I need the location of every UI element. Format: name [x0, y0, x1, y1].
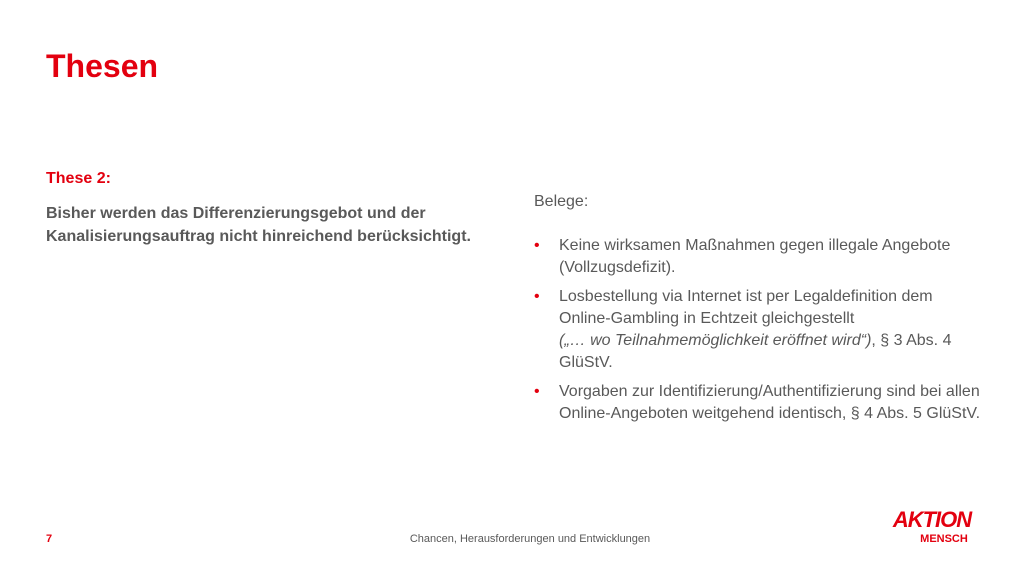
evidence-section: [534, 191, 984, 432]
evidence-item-text: Keine wirksamen Maßnahmen gegen illegale Angebote (Vollzugsdefizit).: [559, 237, 951, 276]
evidence-item: [534, 235, 984, 279]
evidence-list: [534, 235, 984, 425]
evidence-item: [534, 381, 984, 425]
bullet-icon: •: [534, 237, 540, 254]
aktion-mensch-logo: [884, 506, 980, 546]
thesis-section: [46, 168, 476, 248]
slide-title: Thesen: [46, 48, 159, 84]
bullet-icon: •: [534, 288, 540, 305]
evidence-item-text: Losbestellung via Internet ist per Legaldefinition dem Online-Gambling in Echtzeit gleichgestellt: [559, 288, 933, 327]
bullet-icon: •: [534, 383, 540, 400]
evidence-item: [534, 286, 984, 374]
thesis-text: Bisher werden das Differenzierungsgebot und der Kanalisierungsauftrag nicht hinreichend berücksichtigt.: [46, 205, 471, 245]
evidence-item-text: Vorgaben zur Identifizierung/Authentifizierung sind bei allen Online-Angeboten weitgehend identisch, § 4 Abs. 5 GlüStV.: [559, 383, 981, 422]
evidence-heading: Belege:: [534, 193, 589, 210]
logo-line1: AKTION: [892, 507, 972, 532]
logo-line2: MENSCH: [920, 533, 968, 545]
evidence-item-quote: („… wo Teilnahmemöglichkeit eröffnet wird“): [559, 332, 872, 349]
footer-text: Chancen, Herausforderungen und Entwicklungen: [409, 533, 651, 545]
thesis-heading: These 2:: [46, 170, 111, 187]
page-number: 7: [46, 533, 53, 545]
evidence-item-reference: , § 3 Abs. 4 GlüStV.: [559, 332, 952, 371]
